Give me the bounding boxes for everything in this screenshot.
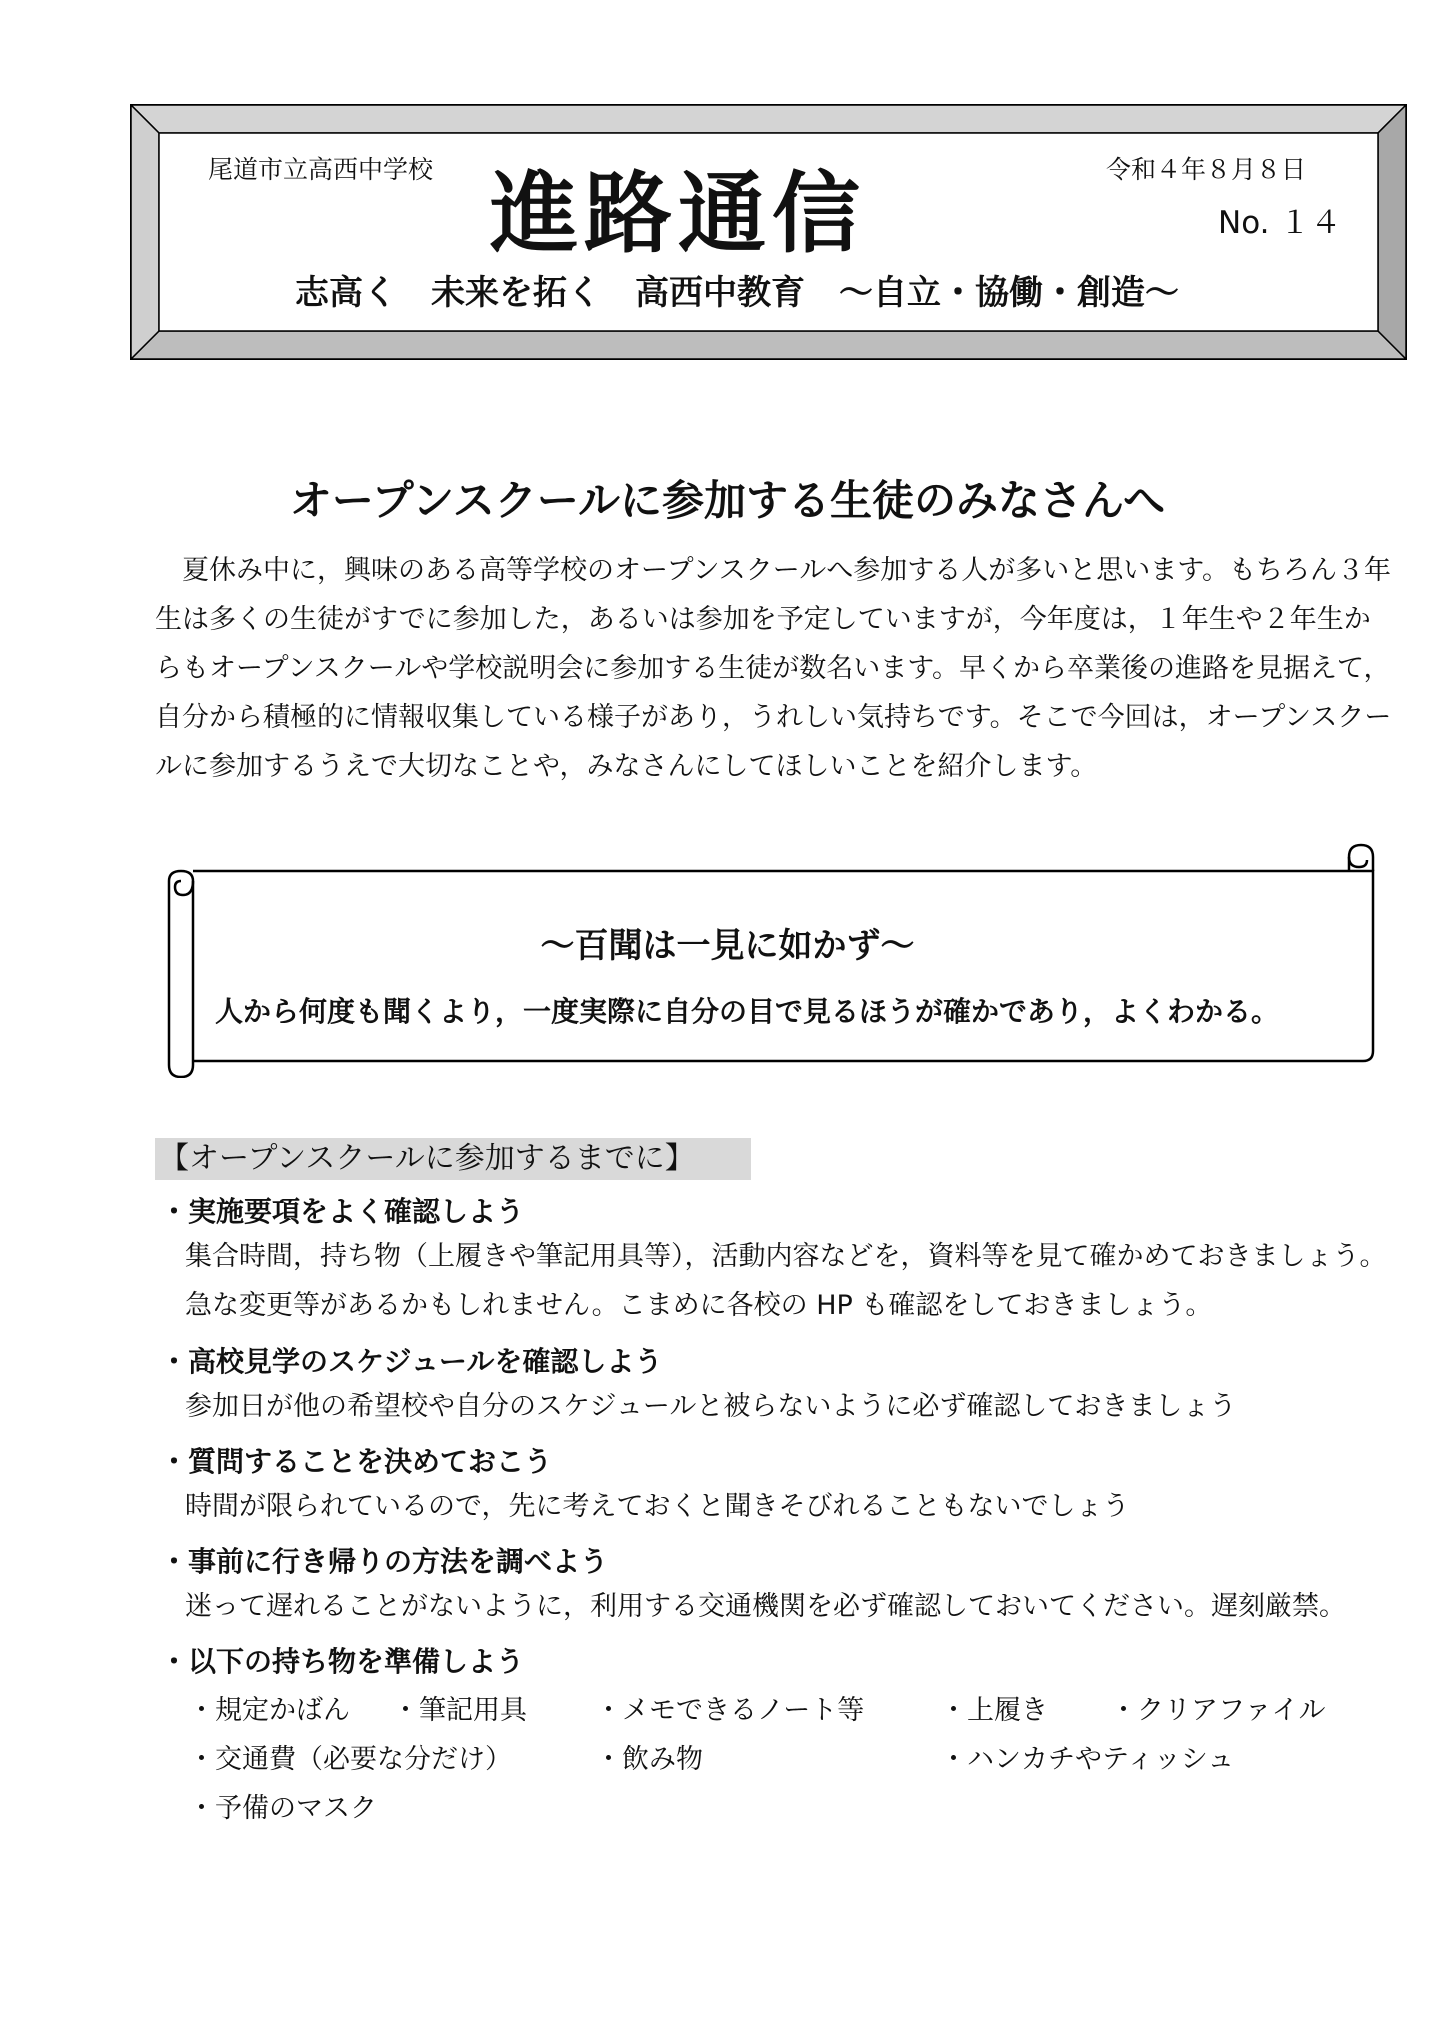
issue-number: No. １４ — [1218, 205, 1342, 241]
belonging-item: ・筆記用具 — [392, 1695, 527, 1726]
checklist-item-desc: 集合時間，持ち物（上履きや筆記用具等），活動内容などを，資料等を見て確かめておきましょう。急な変更等があるかもしれません。こまめに各校の HP も確認をしておきましょう。 — [185, 1241, 1387, 1321]
issue-date: 令和４年８月８日 — [1106, 155, 1307, 184]
section-heading-text: 【オープンスクールに参加するまでに】 — [159, 1141, 695, 1176]
school-motto: 志高く 未来を拓く 高西中教育 ～自立・協働・創造～ — [295, 273, 1179, 313]
checklist-item-title: ・質問することを決めておこう — [160, 1445, 553, 1478]
belonging-item: ・メモできるノート等 — [595, 1695, 865, 1726]
checklist-item-title: ・実施要項をよく確認しよう — [160, 1195, 525, 1228]
checklist-item-title: ・事前に行き帰りの方法を調べよう — [160, 1545, 609, 1578]
page-title: オープンスクールに参加する生徒のみなさんへ — [289, 476, 1166, 525]
belonging-item: ・交通費（必要な分だけ） — [188, 1744, 512, 1775]
intro-paragraph: 夏休み中に，興味のある高等学校のオープンスクールへ参加する人が多いと思います。もちろん３年生は多くの生徒がすでに参加した，あるいは参加を予定していますが，今年度は，１年生や２年生からもオープンスクールや学校説明会に参加する生徒が数名います。早くから卒業後の進路を見据えて，自分から積極的に情報収集している様子があり，うれしい気持ちです。そこで今回は，オープンスクールに参加するうえで大切なことや，みなさんにしてほしいことを紹介します。 — [155, 555, 1392, 782]
checklist-item-title: ・高校見学のスケジュールを確認しよう — [160, 1345, 663, 1378]
checklist-item-title: ・以下の持ち物を準備しよう — [160, 1645, 525, 1678]
belonging-item: ・飲み物 — [595, 1744, 703, 1775]
proverb-meaning: 人から何度も聞くより，一度実際に自分の目で見るほうが確かであり，よくわかる。 — [215, 995, 1280, 1028]
belonging-item: ・ハンカチやティッシュ — [940, 1744, 1235, 1775]
belonging-item: ・クリアファイル — [1110, 1695, 1326, 1726]
proverb-title: ～百聞は一見に如かず～ — [540, 926, 915, 966]
belonging-item: ・上履き — [940, 1695, 1048, 1726]
checklist-item-desc: 参加日が他の希望校や自分のスケジュールと被らないように必ず確認しておきましょう — [185, 1391, 1237, 1422]
belonging-item: ・規定かばん — [188, 1695, 350, 1726]
checklist-item-desc: 迷って遅れることがないように，利用する交通機関を必ず確認しておいてください。遅刻厳禁。 — [185, 1591, 1346, 1622]
belonging-item: ・予備のマスク — [188, 1793, 377, 1824]
newsletter-title: 進路通信 — [490, 162, 867, 265]
section-heading — [155, 1138, 751, 1180]
school-name: 尾道市立高西中学校 — [208, 155, 434, 184]
checklist-item-desc: 時間が限られているので，先に考えておくと聞きそびれることもないでしょう — [185, 1491, 1130, 1522]
